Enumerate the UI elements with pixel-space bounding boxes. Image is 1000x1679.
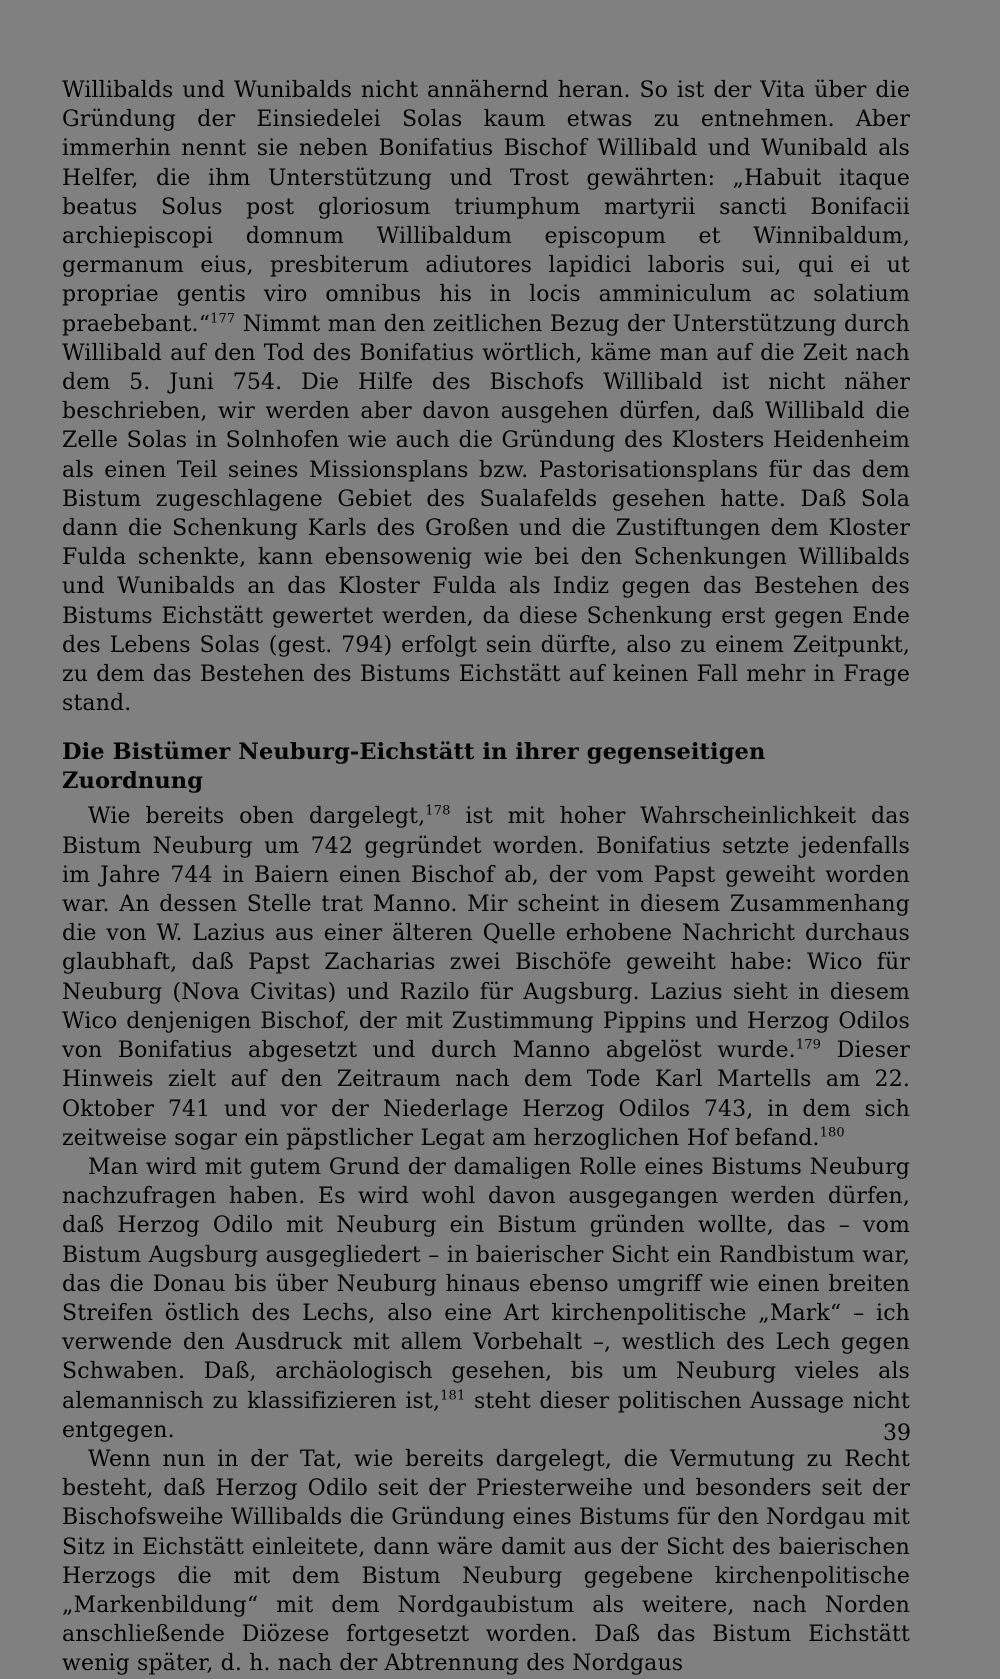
text-run: Wenn nun in der Tat, wie bereits dargelegt, die Vermutung zu Recht besteht, daß Herzog Odilo seit der Priesterweihe und besonders seit der Bischofsweihe Willibalds die Gründung eines Bistums für den Nordgau mit Sitz in Eichstätt einleitete, dann wäre damit aus der Sicht des baierischen Herzogs die mit dem Bistum Neuburg gegebene kirchenpolitische „Markenbildung“ mit dem Nordgaubistum als weitere, nach Norden anschließende Diözese fortgesetzt worden. Daß das Bistum Eichstätt wenig später, d. h. nach der Abtrennung des Nordgaus xyxy=(62,1446,910,1677)
section-heading: Die Bistümer Neuburg-Eichstätt in ihrer gegenseitigen Zuordnung xyxy=(62,739,766,795)
text-run: Willibalds und Wunibalds nicht annähernd heran. So ist der Vita über die Gründung der Einsiedelei Solas kaum etwas zu entnehmen. Aber immerhin nennt sie neben Bonifatius Bischof Willibald und Wunibald als Helfer, die ihm Unterstützung und Trost gewährten: „Habuit itaque beatus Solus post gloriosum triumphum martyrii sancti Bonifacii archiepiscopi domnum Willibaldum episcopum et Winnibaldum, germanum eius, presbiterum adiutores lapidici laboris sui, qui ei ut propriae gentis viro omnibus his in locis amminiculum ac solatium praebebant.“ xyxy=(62,78,910,337)
paragraph xyxy=(62,1445,910,1679)
paragraph xyxy=(62,1153,910,1445)
text-run: Dieser Hinweis zielt auf den Zeitraum nach dem Tode Karl Martells am 22. Oktober 741 und vor der Niederlage Herzog Odilos 743, in dem sich zeitweise sogar ein päpstlicher Legat am herzoglichen Hof befand. xyxy=(62,1038,910,1151)
footnote-marker: 178 xyxy=(425,804,451,820)
footnote-marker: 180 xyxy=(819,1125,845,1141)
text-run: Wie bereits oben dargelegt, xyxy=(88,804,426,830)
paragraph xyxy=(62,802,910,1152)
text-run: steht dieser politischen Aussage nicht entgegen. xyxy=(62,1388,910,1443)
text-run: ist mit hoher Wahrscheinlichkeit das Bistum Neuburg um 742 gegründet worden. Bonifatius setzte jedenfalls im Jahre 744 in Baiern einen Bischof ab, der vom Papst geweiht worden war. An dessen Stelle trat Manno. Mir scheint in diesem Zusammenhang die von W. Lazius aus einer älteren Quelle erhobene Nachricht durchaus glaubhaft, daß Papst Zacharias zwei Bischöfe geweiht habe: Wico für Neuburg (Nova Civitas) und Razilo für Augsburg. Lazius sieht in diesem Wico denjenigen Bischof, der mit Zustimmung Pippins und Herzog Odilos von Bonifatius abgesetzt und durch Manno abgelöst wurde. xyxy=(62,804,910,1064)
page-text xyxy=(62,76,910,1679)
footnote-marker: 179 xyxy=(795,1037,822,1053)
text-run: Nimmt man den zeitlichen Bezug der Unterstützung durch Willibald auf den Tod des Bonifatius wörtlich, käme man auf die Zeit nach dem 5. Juni 754. Die Hilfe des Bischofs Willibald ist nicht näher beschrieben, wir werden aber davon ausgehen dürfen, daß Willibald die Zelle Solas in Solnhofen wie auch die Gründung des Klosters Heidenheim als einen Teil seines Missionsplans bzw. Pastorisationsplans für das dem Bistum zugeschlagene Gebiet des Sualafelds gesehen hatte. Daß Sola dann die Schenkung Karls des Großen und die Zustiftungen dem Kloster Fulda schenkte, kann ebensowenig wie bei den Schenkungen Willibalds und Wunibalds an das Kloster Fulda als Indiz gegen das Bestehen des Bistums Eichstätt gewertet werden, da diese Schenkung erst gegen Ende des Lebens Solas (gest. 794) erfolgt sein dürfte, also zu einem Zeitpunkt, zu dem das Bestehen des Bistums Eichstätt auf keinen Fall mehr in Frage stand. xyxy=(62,311,910,717)
text-run: Man wird mit gutem Grund der damaligen Rolle eines Bistums Neuburg nachzufragen haben. Es wird wohl davon ausgegangen werden dürfen, daß Herzog Odilo mit Neuburg ein Bistum gründen wollte, das – vom Bistum Augsburg ausgegliedert – in baierischer Sicht ein Randbistum war, das die Donau bis über Neuburg hinaus ebenso umgriff wie einen breiten Streifen östlich des Lechs, also eine Art kirchenpolitische „Mark“ – ich verwende den Ausdruck mit allem Vorbehalt –, westlich des Lech gegen Schwaben. Daß, archäologisch gesehen, bis um Neuburg vieles als alemannisch zu klassifizieren ist, xyxy=(62,1154,910,1414)
paragraph xyxy=(62,76,910,718)
page-number: 39 xyxy=(883,1421,911,1446)
footnote-marker: 177 xyxy=(210,311,236,327)
footnote-marker: 181 xyxy=(440,1388,466,1404)
